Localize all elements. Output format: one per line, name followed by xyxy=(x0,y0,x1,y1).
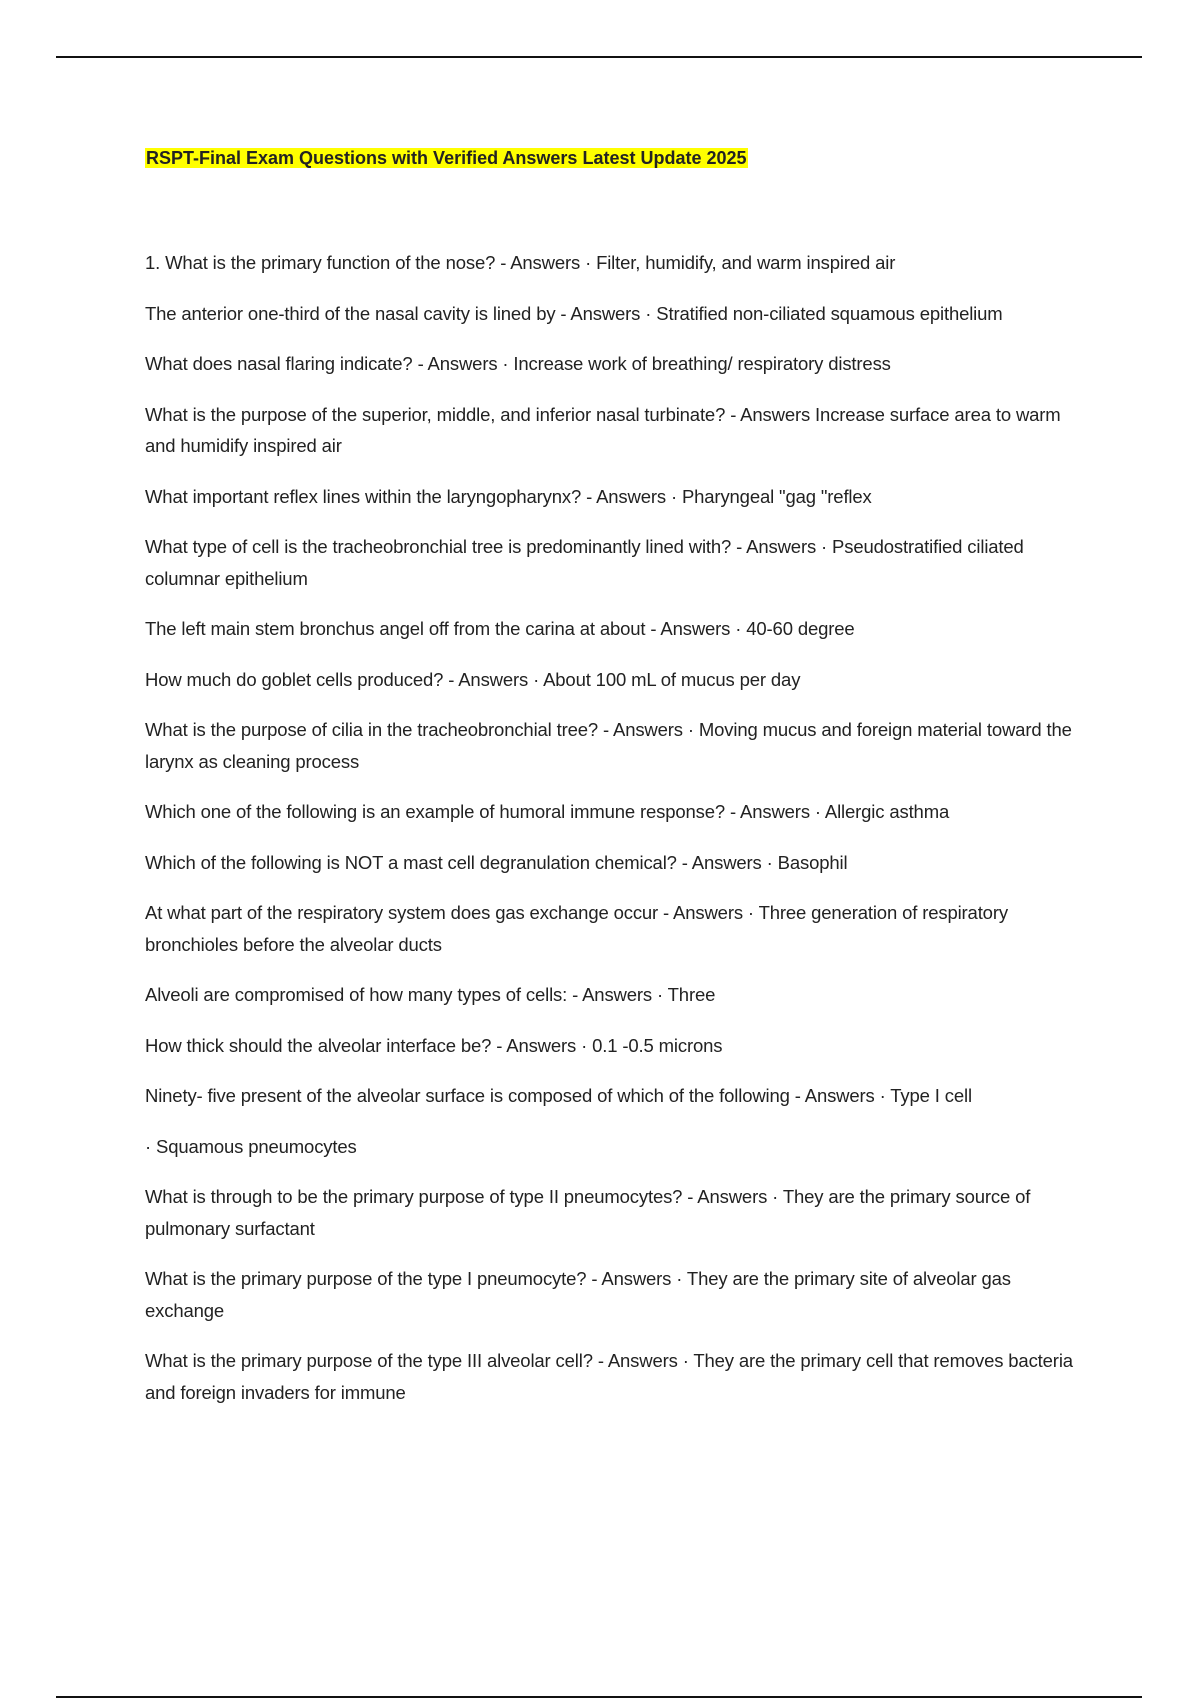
qa-item: 1. What is the primary function of the nose? - Answers · Filter, humidify, and warm inspired air xyxy=(145,252,896,273)
qa-item: What is the primary purpose of the type III alveolar cell? - Answers · They are the primary cell that removes bacteria and foreign invaders for immune xyxy=(145,1350,1073,1403)
qa-item: What type of cell is the tracheobronchial tree is predominantly lined with? - Answers · Pseudostratified ciliated columnar epithelium xyxy=(145,536,1024,589)
qa-item: · Squamous pneumocytes xyxy=(145,1135,357,1157)
qa-item: At what part of the respiratory system does gas exchange occur - Answers · Three generation of respiratory bronchioles before the alveolar ducts xyxy=(145,902,1008,955)
footer-rule xyxy=(56,1696,1142,1698)
qa-item: What is the primary purpose of the type I pneumocyte? - Answers · They are the primary site of alveolar gas exchange xyxy=(145,1268,1011,1321)
qa-item: The anterior one-third of the nasal cavity is lined by - Answers · Stratified non-ciliated squamous epithelium xyxy=(145,302,1003,324)
qa-item: How thick should the alveolar interface be? - Answers · 0.1 -0.5 microns xyxy=(145,1034,723,1056)
question-list xyxy=(145,247,1090,1427)
qa-item: What important reflex lines within the laryngopharynx? - Answers · Pharyngeal "gag "reflex xyxy=(145,485,872,507)
qa-item: What is the purpose of cilia in the tracheobronchial tree? - Answers · Moving mucus and foreign material toward the larynx as cleaning process xyxy=(145,719,1072,772)
qa-item: What is through to be the primary purpose of type II pneumocytes? - Answers · They are the primary source of pulmonary surfactant xyxy=(145,1186,1031,1239)
qa-item: What is the purpose of the superior, middle, and inferior nasal turbinate? - Answers Increase surface area to warm and humidify inspired air xyxy=(145,403,1061,456)
header-rule xyxy=(56,56,1142,58)
qa-item: What does nasal flaring indicate? - Answers · Increase work of breathing/ respiratory distress xyxy=(145,353,891,374)
qa-item: The left main stem bronchus angel off from the carina at about - Answers · 40-60 degree xyxy=(145,618,855,639)
qa-item: Ninety- five present of the alveolar surface is composed of which of the following - Answers · Type I cell xyxy=(145,1085,972,1106)
qa-item: Which one of the following is an example of humoral immune response? - Answers · Allergic asthma xyxy=(145,801,950,822)
qa-item: Which of the following is NOT a mast cell degranulation chemical? - Answers · Basophil xyxy=(145,851,848,873)
title-highlight: RSPT-Final Exam Questions with Verified Answers Latest Update 2025 xyxy=(146,148,747,168)
document-title xyxy=(145,145,748,171)
qa-item: How much do goblet cells produced? - Answers · About 100 mL of mucus per day xyxy=(145,668,801,690)
qa-item: Alveoli are compromised of how many types of cells: - Answers · Three xyxy=(145,984,716,1005)
